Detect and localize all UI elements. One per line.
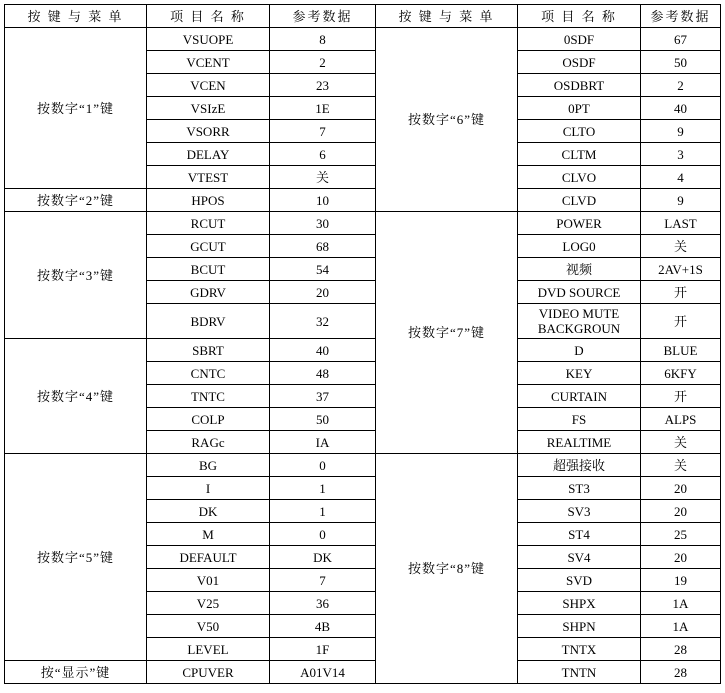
menu-key-cell: 按数字“3”键 — [5, 212, 147, 339]
header-row — [5, 5, 721, 28]
item-value-cell: ALPS — [641, 408, 721, 431]
item-value-cell: 关 — [641, 454, 721, 477]
item-name-cell: LOG0 — [518, 235, 641, 258]
item-name-cell: D — [518, 339, 641, 362]
item-value-cell: 1F — [270, 638, 376, 661]
item-value-cell: LAST — [641, 212, 721, 235]
item-value-cell: 9 — [641, 189, 721, 212]
item-value-cell: 8 — [270, 28, 376, 51]
item-name-cell: SV3 — [518, 500, 641, 523]
item-value-cell: 10 — [270, 189, 376, 212]
item-value-cell: 7 — [270, 120, 376, 143]
item-value-cell: 20 — [270, 281, 376, 304]
table-row — [5, 189, 721, 212]
item-value-cell: BLUE — [641, 339, 721, 362]
item-value-cell: 关 — [641, 235, 721, 258]
menu-key-cell: 按数字“6”键 — [376, 28, 518, 212]
item-value-cell: 68 — [270, 235, 376, 258]
item-value-cell: 关 — [270, 166, 376, 189]
item-name-cell: SVD — [518, 569, 641, 592]
item-value-cell: 2 — [270, 51, 376, 74]
item-name-cell: VCEN — [147, 74, 270, 97]
item-name-cell: 超强接收 — [518, 454, 641, 477]
item-name-cell: VIDEO MUTE BACKGROUN — [518, 304, 641, 339]
item-name-cell: VSORR — [147, 120, 270, 143]
item-value-cell: 1E — [270, 97, 376, 120]
item-name-cell: CNTC — [147, 362, 270, 385]
item-value-cell: 0 — [270, 454, 376, 477]
item-value-cell: 1A — [641, 615, 721, 638]
item-name-cell: 视频 — [518, 258, 641, 281]
item-value-cell: 6 — [270, 143, 376, 166]
item-name-cell: CLTO — [518, 120, 641, 143]
item-name-cell: BG — [147, 454, 270, 477]
item-value-cell: 40 — [270, 339, 376, 362]
item-value-cell: 37 — [270, 385, 376, 408]
item-value-cell: 30 — [270, 212, 376, 235]
item-name-cell: RCUT — [147, 212, 270, 235]
item-name-cell: OSDBRT — [518, 74, 641, 97]
menu-key-cell: 按“显示”键 — [5, 661, 147, 684]
item-value-cell: 20 — [641, 477, 721, 500]
item-name-cell: HPOS — [147, 189, 270, 212]
item-value-cell: 23 — [270, 74, 376, 97]
item-name-cell: FS — [518, 408, 641, 431]
item-value-cell: 50 — [270, 408, 376, 431]
item-value-cell: 25 — [641, 523, 721, 546]
item-value-cell: IA — [270, 431, 376, 454]
item-name-cell: POWER — [518, 212, 641, 235]
item-name-cell: VCENT — [147, 51, 270, 74]
table-row — [5, 454, 721, 477]
item-value-cell: 开 — [641, 304, 721, 339]
table-row — [5, 339, 721, 362]
item-name-cell: VSIzE — [147, 97, 270, 120]
item-name-cell: GCUT — [147, 235, 270, 258]
item-name-cell: TNTX — [518, 638, 641, 661]
item-name-cell: I — [147, 477, 270, 500]
header-value-right: 参考数据 — [641, 5, 721, 28]
item-value-cell: 2AV+1S — [641, 258, 721, 281]
header-item-left: 项 目 名 称 — [147, 5, 270, 28]
item-name-cell: SV4 — [518, 546, 641, 569]
item-name-cell: CLVO — [518, 166, 641, 189]
menu-key-cell: 按数字“7”键 — [376, 212, 518, 454]
menu-key-cell: 按数字“4”键 — [5, 339, 147, 454]
item-name-cell: 0PT — [518, 97, 641, 120]
item-value-cell: 50 — [641, 51, 721, 74]
item-name-cell: ST3 — [518, 477, 641, 500]
item-value-cell: DK — [270, 546, 376, 569]
item-name-cell: LEVEL — [147, 638, 270, 661]
item-name-cell: GDRV — [147, 281, 270, 304]
item-name-cell: KEY — [518, 362, 641, 385]
item-name-cell: TNTN — [518, 661, 641, 684]
item-value-cell: 20 — [641, 546, 721, 569]
item-value-cell: 40 — [641, 97, 721, 120]
item-name-cell: OSDF — [518, 51, 641, 74]
service-menu-table — [4, 4, 721, 684]
item-value-cell: 19 — [641, 569, 721, 592]
item-value-cell: 4B — [270, 615, 376, 638]
item-name-cell: BDRV — [147, 304, 270, 339]
item-name-cell: DEFAULT — [147, 546, 270, 569]
menu-key-cell: 按数字“5”键 — [5, 454, 147, 661]
menu-key-cell: 按数字“8”键 — [376, 454, 518, 684]
table-row — [5, 28, 721, 51]
item-name-cell: BCUT — [147, 258, 270, 281]
item-name-cell: V50 — [147, 615, 270, 638]
item-name-cell: RAGc — [147, 431, 270, 454]
item-value-cell: 4 — [641, 166, 721, 189]
item-value-cell: A01V14 — [270, 661, 376, 684]
menu-key-cell: 按数字“2”键 — [5, 189, 147, 212]
item-value-cell: 开 — [641, 281, 721, 304]
item-value-cell: 67 — [641, 28, 721, 51]
item-value-cell: 关 — [641, 431, 721, 454]
header-key-left: 按 键 与 菜 单 — [5, 5, 147, 28]
item-value-cell: 1 — [270, 500, 376, 523]
item-name-cell: M — [147, 523, 270, 546]
item-value-cell: 28 — [641, 661, 721, 684]
item-name-cell: DK — [147, 500, 270, 523]
item-value-cell: 36 — [270, 592, 376, 615]
item-value-cell: 3 — [641, 143, 721, 166]
item-value-cell: 54 — [270, 258, 376, 281]
item-name-cell: DVD SOURCE — [518, 281, 641, 304]
header-key-right: 按 键 与 菜 单 — [376, 5, 518, 28]
item-value-cell: 1 — [270, 477, 376, 500]
item-value-cell: 6KFY — [641, 362, 721, 385]
item-value-cell: 20 — [641, 500, 721, 523]
menu-key-cell: 按数字“1”键 — [5, 28, 147, 189]
item-name-cell: V25 — [147, 592, 270, 615]
item-value-cell: 1A — [641, 592, 721, 615]
item-name-cell: VSUOPE — [147, 28, 270, 51]
item-name-cell: ST4 — [518, 523, 641, 546]
item-name-cell: CURTAIN — [518, 385, 641, 408]
header-value-left: 参考数据 — [270, 5, 376, 28]
item-name-cell: COLP — [147, 408, 270, 431]
item-name-cell: TNTC — [147, 385, 270, 408]
item-name-cell: CLTM — [518, 143, 641, 166]
item-value-cell: 开 — [641, 385, 721, 408]
item-name-cell: CLVD — [518, 189, 641, 212]
item-name-cell: CPUVER — [147, 661, 270, 684]
item-value-cell: 7 — [270, 569, 376, 592]
item-name-cell: SBRT — [147, 339, 270, 362]
item-value-cell: 9 — [641, 120, 721, 143]
item-value-cell: 32 — [270, 304, 376, 339]
item-name-cell: REALTIME — [518, 431, 641, 454]
item-value-cell: 28 — [641, 638, 721, 661]
item-value-cell: 0 — [270, 523, 376, 546]
item-name-cell: V01 — [147, 569, 270, 592]
item-value-cell: 2 — [641, 74, 721, 97]
table-row — [5, 661, 721, 684]
table-row — [5, 212, 721, 235]
item-name-cell: SHPN — [518, 615, 641, 638]
item-name-cell: DELAY — [147, 143, 270, 166]
item-name-cell: SHPX — [518, 592, 641, 615]
item-value-cell: 48 — [270, 362, 376, 385]
item-name-cell: VTEST — [147, 166, 270, 189]
header-item-right: 项 目 名 称 — [518, 5, 641, 28]
item-name-cell: 0SDF — [518, 28, 641, 51]
